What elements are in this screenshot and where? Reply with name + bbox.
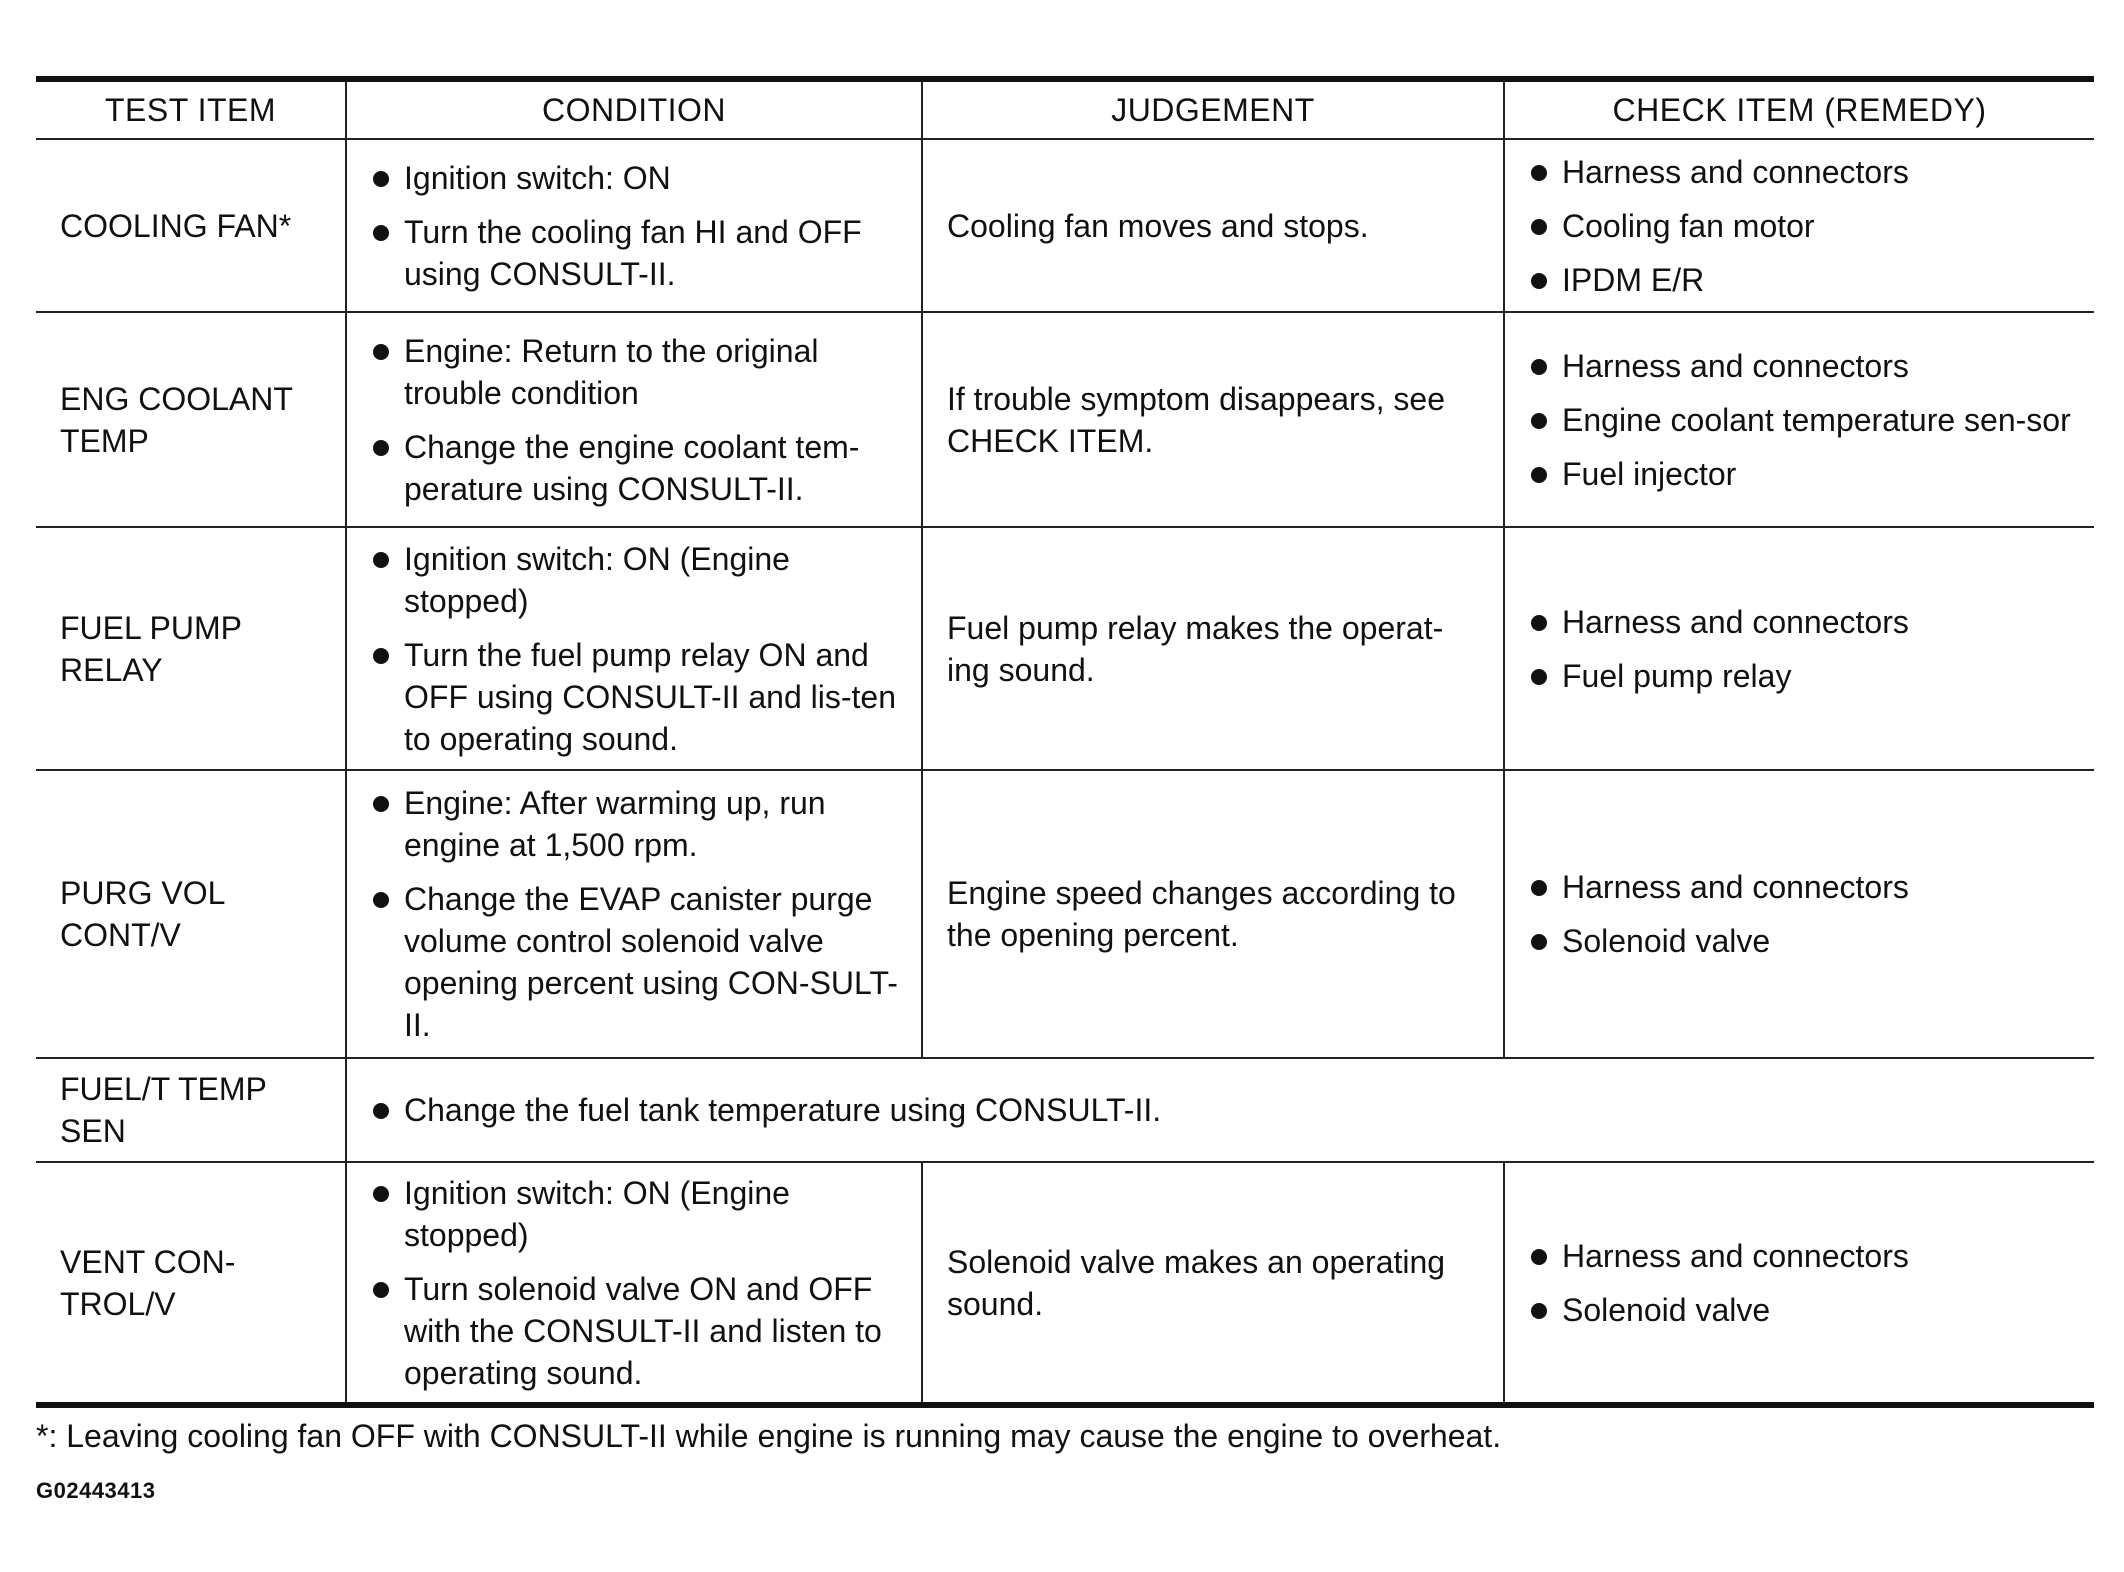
- check-bullet: Solenoid valve: [1529, 920, 2072, 962]
- check-bullet: Fuel pump relay: [1529, 655, 2072, 697]
- check-bullet: Fuel injector: [1529, 453, 2072, 495]
- judgement-cell: Solenoid valve makes an operating sound.: [922, 1162, 1504, 1405]
- check-bullet: Cooling fan motor: [1529, 205, 2072, 247]
- header-condition: CONDITION: [346, 79, 922, 139]
- condition-bullet: Engine: Return to the original trouble condition: [371, 330, 899, 414]
- condition-bullet: Ignition switch: ON (Engine stopped): [371, 538, 899, 622]
- judgement-cell: Fuel pump relay makes the operat-ing sound.: [922, 527, 1504, 770]
- test-item-cell: [36, 1162, 346, 1405]
- test-item-line: ENG COOLANT: [60, 380, 293, 417]
- test-item-line: FUEL PUMP: [60, 609, 242, 646]
- check-bullet: Harness and connectors: [1529, 866, 2072, 908]
- condition-bullet: Change the fuel tank temperature using CONSULT-II.: [371, 1089, 2072, 1131]
- judgement-cell: Engine speed changes according to the opening percent.: [922, 770, 1504, 1058]
- judgement-cell: Cooling fan moves and stops.: [922, 139, 1504, 312]
- check-bullet: Harness and connectors: [1529, 601, 2072, 643]
- condition-cell: [346, 312, 922, 527]
- check-bullet: Solenoid valve: [1529, 1289, 2072, 1331]
- condition-bullet: Change the engine coolant tem-perature using CONSULT-II.: [371, 426, 899, 510]
- check-item-cell: [1504, 1162, 2094, 1405]
- header-row: [36, 79, 2094, 139]
- table-row: [36, 312, 2094, 527]
- check-bullet: Harness and connectors: [1529, 151, 2072, 193]
- condition-cell: [346, 1058, 2094, 1162]
- check-bullet: Harness and connectors: [1529, 1235, 2072, 1277]
- condition-bullet: Engine: After warming up, run engine at 1,500 rpm.: [371, 782, 899, 866]
- test-item-cell: [36, 312, 346, 527]
- header-judgement: JUDGEMENT: [922, 79, 1504, 139]
- test-item-cell: [36, 1058, 346, 1162]
- test-item-line: TEMP: [60, 422, 149, 459]
- check-item-cell: [1504, 527, 2094, 770]
- condition-bullet: Ignition switch: ON: [371, 157, 899, 199]
- condition-bullet: Change the EVAP canister purge volume control solenoid valve opening percent using CON-SULT-II.: [371, 878, 899, 1046]
- test-item-line: RELAY: [60, 651, 163, 688]
- footnote: *: Leaving cooling fan OFF with CONSULT-II while engine is running may cause the engine to overheat.: [36, 1418, 1502, 1454]
- test-item-line: VENT CON-: [60, 1243, 236, 1280]
- table-row: [36, 1162, 2094, 1405]
- test-item-cell: [36, 770, 346, 1058]
- condition-bullet: Turn the fuel pump relay ON and OFF using CONSULT-II and lis-ten to operating sound.: [371, 634, 899, 760]
- active-test-table: [36, 76, 2094, 1408]
- test-item-line: FUEL/T TEMP: [60, 1071, 267, 1107]
- test-item-cell: [36, 139, 346, 312]
- check-item-cell: [1504, 770, 2094, 1058]
- table-row: [36, 527, 2094, 770]
- figure-id: G02443413: [36, 1478, 156, 1503]
- test-item-line: SEN: [60, 1113, 126, 1149]
- header-test-item: TEST ITEM: [36, 79, 346, 139]
- test-item-line: PURG VOL: [60, 875, 226, 911]
- condition-cell: [346, 527, 922, 770]
- table-row: [36, 770, 2094, 1058]
- condition-bullet: Turn solenoid valve ON and OFF with the CONSULT-II and listen to operating sound.: [371, 1268, 899, 1394]
- check-item-cell: [1504, 312, 2094, 527]
- table-row: [36, 1058, 2094, 1162]
- spec-table-container: [36, 76, 2094, 1408]
- condition-bullet: Turn the cooling fan HI and OFF using CONSULT-II.: [371, 211, 899, 295]
- check-bullet: Engine coolant temperature sen-sor: [1529, 399, 2072, 441]
- condition-cell: [346, 1162, 922, 1405]
- check-item-cell: [1504, 139, 2094, 312]
- test-item-line: TROL/V: [60, 1285, 176, 1322]
- test-item-line: CONT/V: [60, 917, 181, 953]
- condition-cell: [346, 770, 922, 1058]
- condition-bullet: Ignition switch: ON (Engine stopped): [371, 1172, 899, 1256]
- judgement-cell: If trouble symptom disappears, see CHECK ITEM.: [922, 312, 1504, 527]
- condition-cell: [346, 139, 922, 312]
- check-bullet: Harness and connectors: [1529, 345, 2072, 387]
- check-bullet: IPDM E/R: [1529, 259, 2072, 301]
- test-item-line: COOLING FAN*: [60, 207, 292, 244]
- table-row: [36, 139, 2094, 312]
- header-check-item: CHECK ITEM (REMEDY): [1504, 79, 2094, 139]
- test-item-cell: [36, 527, 346, 770]
